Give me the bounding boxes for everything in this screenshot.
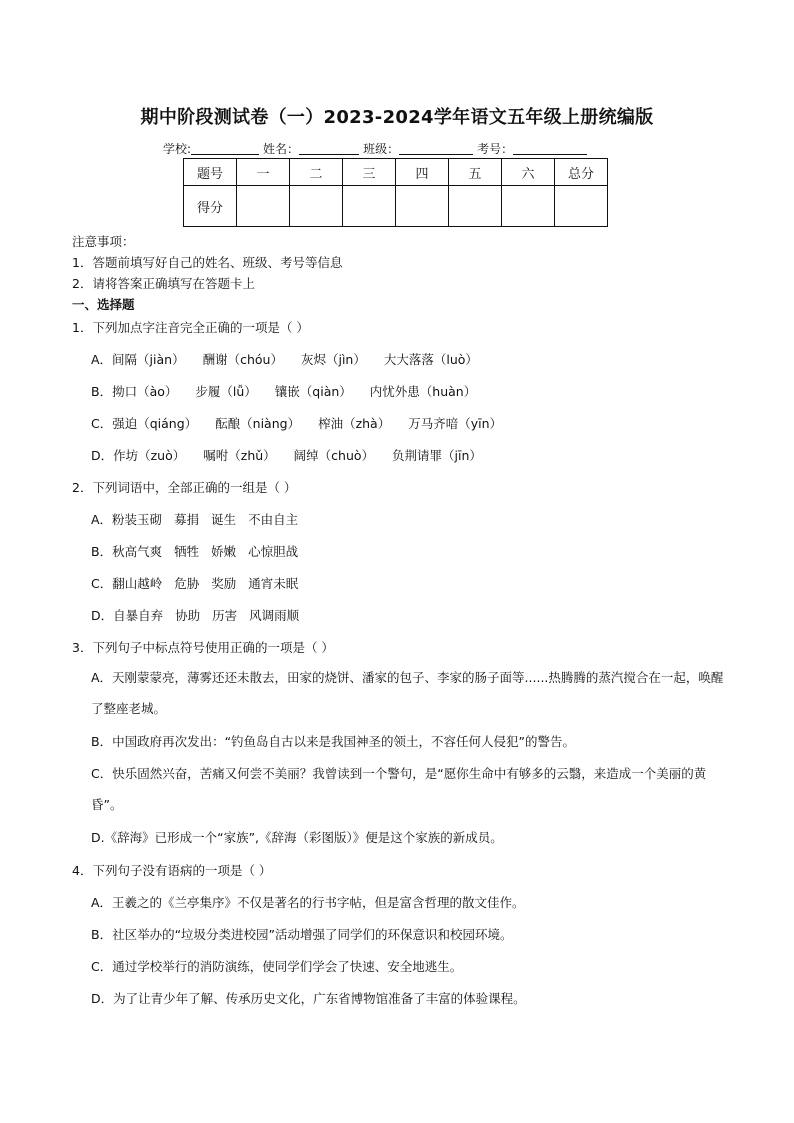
score-cell xyxy=(237,186,290,227)
score-header-cell: 六 xyxy=(502,159,555,186)
school-label: 学校: xyxy=(163,142,192,156)
question-4-option-c: C．通过学校举行的消防演练，使同学们学会了快速、安全地逃生。 xyxy=(91,959,463,974)
option-part: 内忧外患（huàn） xyxy=(369,384,477,399)
score-cell xyxy=(396,186,449,227)
option-part: 危胁 xyxy=(174,576,200,591)
question-1-option-b xyxy=(91,382,476,400)
option-part: 榨油（zhà） xyxy=(318,416,391,431)
name-label: 姓名： xyxy=(263,142,300,156)
score-table-header-row xyxy=(184,159,608,186)
option-part: 募捐 xyxy=(174,512,200,527)
question-4-option-b: B．社区举办的“垃圾分类进校园”活动增强了同学们的环保意识和校园环境。 xyxy=(91,927,513,942)
option-part: 通宵未眠 xyxy=(248,576,299,591)
question-1-option-d xyxy=(91,446,482,464)
option-part: 万马齐喑（yīn） xyxy=(408,416,503,431)
exam-title: 期中阶段测试卷（一）2023-2024学年语文五年级上册统编版 xyxy=(140,107,654,128)
score-cell xyxy=(290,186,343,227)
option-part: D．作坊（zuò） xyxy=(91,448,186,463)
option-part: 步履（lǚ） xyxy=(195,384,257,399)
option-part: 嘱咐（zhǔ） xyxy=(203,448,276,463)
option-part: 不由自主 xyxy=(248,512,299,527)
score-header-cell: 四 xyxy=(396,159,449,186)
question-2-option-a xyxy=(91,510,298,528)
option-part: 酬谢（chóu） xyxy=(202,352,283,367)
option-part: B．拗口（ào） xyxy=(91,384,178,399)
class-blank xyxy=(399,142,473,155)
option-part: 风调雨顺 xyxy=(249,608,300,623)
option-part: 大大落落（luò） xyxy=(383,352,478,367)
score-cell xyxy=(555,186,608,227)
question-3-option-c: C．快乐固然兴奋，苦痛又何尝不美丽？我曾读到一个警句，是“愿你生命中有够多的云翳，来造成一个美丽的黄昏”。 xyxy=(91,766,707,812)
score-header-cell: 三 xyxy=(343,159,396,186)
exam-no-blank xyxy=(513,142,587,155)
student-info-line xyxy=(163,140,587,157)
option-part: 负荆请罪（jīn） xyxy=(392,448,482,463)
option-part: 酝酿（niàng） xyxy=(215,416,301,431)
question-2-option-c xyxy=(91,574,298,592)
notes-item: 2．请将答案正确填写在答题卡上 xyxy=(72,276,255,291)
section-heading: 一、选择题 xyxy=(72,297,135,312)
option-part: D．自暴自弃 xyxy=(91,608,164,623)
score-header-cell: 五 xyxy=(449,159,502,186)
option-part: 历害 xyxy=(212,608,238,623)
notes-heading: 注意事项： xyxy=(72,234,135,249)
option-part: 镶嵌（qiàn） xyxy=(274,384,352,399)
score-cell xyxy=(502,186,555,227)
question-4-option-d: D．为了让青少年了解、传承历史文化，广东省博物馆准备了丰富的体验课程。 xyxy=(91,991,526,1006)
option-part: 牺牲 xyxy=(174,544,200,559)
name-blank xyxy=(299,142,359,155)
question-2-stem: 2．下列词语中，全部正确的一组是（ ） xyxy=(72,480,297,495)
score-table-score-row xyxy=(184,186,608,227)
question-3-option-b: B．中国政府再次发出：“钓鱼岛自古以来是我国神圣的领土，不容任何人侵犯”的警告。 xyxy=(91,734,576,749)
notes-block xyxy=(72,231,342,315)
class-label: 班级： xyxy=(363,142,400,156)
option-part: B．秋高气爽 xyxy=(91,544,163,559)
question-1-option-c xyxy=(91,414,502,432)
option-part: A．粉装玉砌 xyxy=(91,512,163,527)
school-blank xyxy=(191,142,259,155)
option-part: 娇嫩 xyxy=(211,544,237,559)
option-part: 协助 xyxy=(175,608,201,623)
option-part: 阔绰（chuò） xyxy=(293,448,375,463)
option-part: A．间隔（jiàn） xyxy=(91,352,185,367)
score-row-label: 得分 xyxy=(184,186,237,227)
question-1-stem: 1．下列加点字注音完全正确的一项是（ ） xyxy=(72,320,309,335)
option-part: 诞生 xyxy=(211,512,237,527)
question-3-option-a: A．天刚蒙蒙亮，薄雾还还未散去，田家的烧饼、潘家的包子、李家的肠子面等......热腾腾的蒸汽搅合在一起，唤醒了整座老城。 xyxy=(91,670,724,716)
option-part: C．翻山越岭 xyxy=(91,576,163,591)
score-header-cell: 一 xyxy=(237,159,290,186)
option-part: 奖励 xyxy=(211,576,237,591)
score-cell xyxy=(343,186,396,227)
question-2-option-d xyxy=(91,606,299,624)
question-3-stem: 3．下列句子中标点符号使用正确的一项是（ ） xyxy=(72,640,334,655)
exam-no-label: 考号： xyxy=(477,142,514,156)
score-header-cell: 总分 xyxy=(555,159,608,186)
score-cell xyxy=(449,186,502,227)
score-header-cell: 题号 xyxy=(184,159,237,186)
notes-item: 1．答题前填写好自己的姓名、班级、考号等信息 xyxy=(72,255,343,270)
option-part: 灰烬（jìn） xyxy=(300,352,366,367)
score-header-cell: 二 xyxy=(290,159,343,186)
option-part: 心惊胆战 xyxy=(248,544,299,559)
question-4-stem: 4．下列句子没有语病的一项是（ ） xyxy=(72,863,272,878)
score-table xyxy=(183,158,608,227)
option-part: C．强迫（qiáng） xyxy=(91,416,198,431)
question-2-option-b xyxy=(91,542,298,560)
question-4-option-a: A．王羲之的《兰亭集序》不仅是著名的行书字帖，但是富含哲理的散文佳作。 xyxy=(91,895,525,910)
question-1-option-a xyxy=(91,350,478,368)
question-3-option-d: D.《辞海》已形成一个“家族”,《辞海（彩图版）》便是这个家族的新成员。 xyxy=(91,830,503,845)
